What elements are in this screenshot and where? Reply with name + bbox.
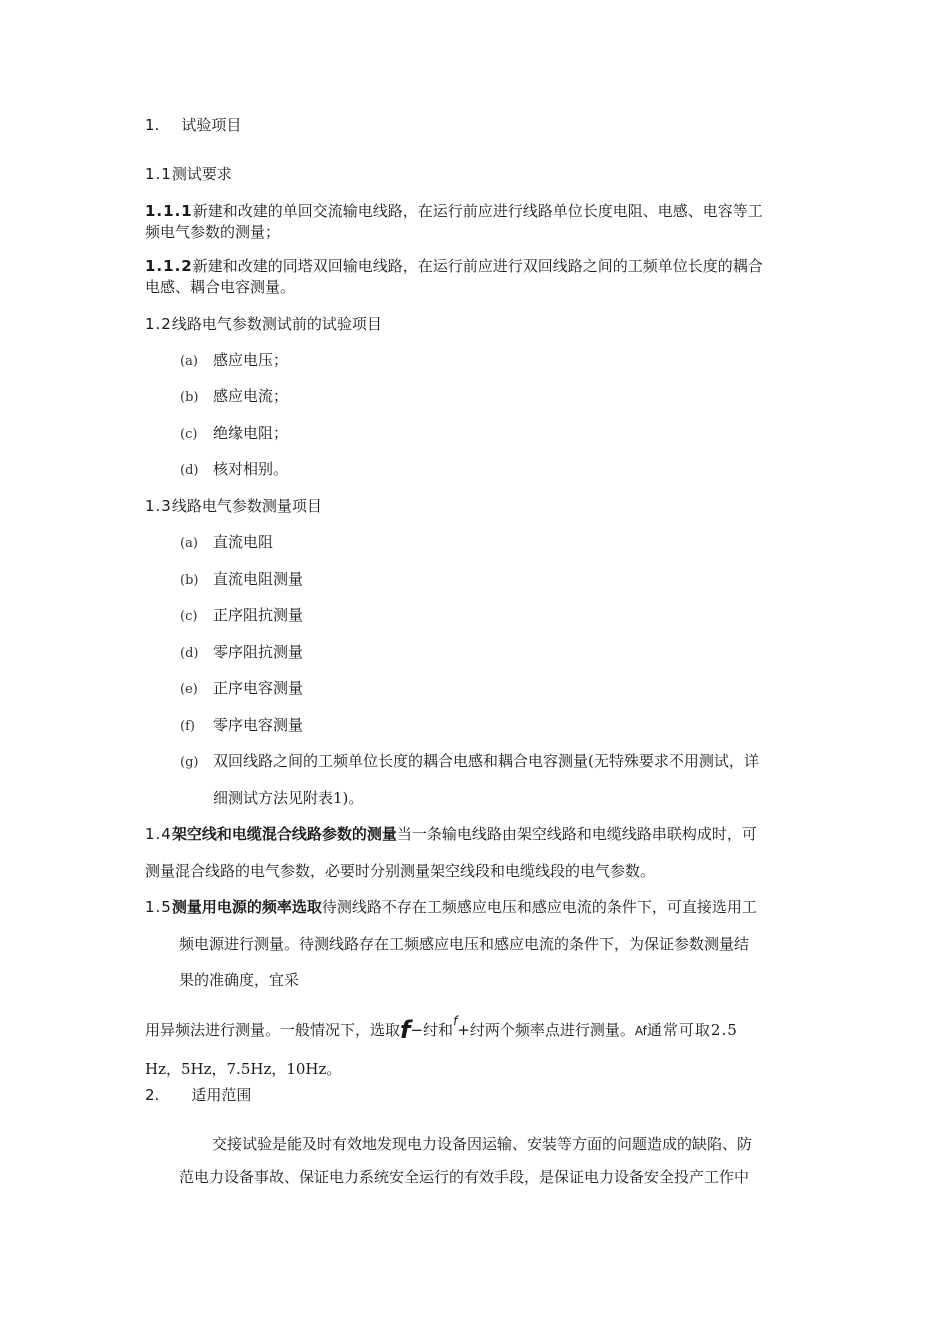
paragraph-text: 新建和改建的单回交流输电线路，在运行前应进行线路单位长度电阻、电感、电容等工 — [192, 202, 763, 220]
section-title: 测量用电源的频率选取 — [171, 898, 322, 916]
section-1-5-line1 — [145, 897, 757, 917]
section-number: 1.5 — [145, 898, 172, 916]
list-marker: (g) — [180, 755, 199, 770]
section-title: 线路电气参数测量项目 — [171, 497, 322, 515]
paragraph-text: 待测线路不存在工频感应电压和感应电流的条件下，可直接选用工 — [321, 898, 757, 916]
paragraph-text: 用异频法进行测量。一般情况下，选取 — [145, 1021, 401, 1039]
list-text: 直流电阻 — [213, 533, 274, 551]
list-item — [180, 386, 288, 408]
paragraph-text: 纣和 — [423, 1021, 454, 1039]
list-text: 直流电阻测量 — [213, 570, 304, 588]
section-1-4-line1 — [145, 824, 757, 844]
list-marker: (d) — [180, 646, 199, 661]
paragraph-1-1-2-line2: 电感、耦合电容测量。 — [145, 278, 296, 296]
section-1-5-line4 — [145, 1014, 738, 1044]
list-marker: (a) — [180, 354, 198, 369]
list-text: 感应电压； — [213, 351, 289, 369]
section-1-3-heading — [145, 496, 322, 516]
section-number: 1.3 — [145, 497, 172, 515]
formula-f: f — [453, 1014, 458, 1028]
list-item — [180, 751, 759, 773]
section-2-heading — [145, 1085, 251, 1105]
list-marker: (d) — [180, 463, 199, 478]
formula-minus: − — [410, 1021, 424, 1039]
list-item-continuation: 细测试方法见附表1)。 — [213, 789, 364, 807]
section-number: 1.4 — [145, 825, 172, 843]
section-2-line2: 范电力设备事故、保证电力系统安全运行的有效手段，是保证电力设备安全投产工作中 — [179, 1168, 750, 1186]
list-text: 感应电流； — [213, 387, 289, 405]
section-title: 架空线和电缆混合线路参数的测量 — [171, 825, 397, 843]
list-item — [180, 715, 303, 737]
paragraph-text: 新建和改建的同塔双回输电线路，在运行前应进行双回线路之间的工频单位长度的耦合 — [192, 257, 763, 275]
paragraph-text: 当一条输电线路由架空线路和电缆线路串联构成时，可 — [396, 825, 757, 843]
list-marker: (f) — [180, 719, 195, 734]
list-text: 双回线路之间的工频单位长度的耦合电感和耦合电容测量(无特殊要求不用测试，详 — [213, 752, 759, 770]
paragraph-text: 纣两个频率点进行测量。 — [469, 1021, 635, 1039]
list-text: 正序电容测量 — [213, 679, 304, 697]
list-item — [180, 569, 303, 591]
section-title: 测试要求 — [171, 165, 232, 183]
paragraph-text: 通常可取2.5 — [646, 1021, 738, 1039]
list-item — [180, 642, 303, 664]
section-number: 1.1 — [145, 165, 172, 183]
paragraph-1-1-2-line1 — [145, 256, 763, 276]
list-item — [180, 423, 288, 445]
list-item — [180, 350, 288, 372]
formula-plus: + — [457, 1021, 470, 1039]
list-text: 正序阻抗测量 — [213, 606, 304, 624]
section-number: 2. — [145, 1086, 160, 1104]
list-marker: (c) — [180, 427, 198, 442]
list-marker: (b) — [180, 573, 199, 588]
list-marker: (a) — [180, 536, 198, 551]
paragraph-1-1-1-line1 — [145, 201, 763, 221]
formula-f: f — [400, 1016, 411, 1044]
list-marker: (b) — [180, 390, 199, 405]
list-item — [180, 678, 303, 700]
list-text: 零序电容测量 — [213, 716, 304, 734]
list-item — [180, 605, 303, 627]
section-1-heading — [145, 115, 241, 135]
list-marker: (c) — [180, 609, 198, 624]
list-item — [180, 459, 288, 481]
section-number: 1.2 — [145, 315, 172, 333]
section-1-5-line5: Hz，5Hz，7.5Hz，10Hz。 — [145, 1060, 342, 1078]
list-item — [180, 532, 273, 554]
section-number: 1. — [145, 116, 160, 134]
list-marker: (e) — [180, 682, 198, 697]
paragraph-1-1-1-line2: 频电气参数的测量； — [145, 223, 281, 241]
section-1-5-line3: 果的准确度，宜采 — [179, 971, 300, 989]
section-1-4-line2: 测量混合线路的电气参数，必要时分别测量架空线段和电缆线段的电气参数。 — [145, 862, 656, 880]
clause-number: 1.1.1 — [145, 202, 193, 220]
section-1-1-heading — [145, 164, 232, 184]
list-text: 核对相别。 — [213, 460, 289, 478]
formula-delta-f: Af — [634, 1024, 647, 1038]
section-1-5-line2: 频电源进行测量。待测线路存在工频感应电压和感应电流的条件下，为保证参数测量结 — [179, 935, 750, 953]
section-2-line1: 交接试验是能及时有效地发现电力设备因运输、安装等方面的问题造成的缺陷、防 — [212, 1135, 753, 1153]
list-text: 绝缘电阻； — [213, 424, 289, 442]
section-title: 试验项目 — [181, 116, 242, 134]
section-1-2-heading — [145, 314, 382, 334]
clause-number: 1.1.2 — [145, 257, 193, 275]
section-title: 线路电气参数测试前的试验项目 — [171, 315, 382, 333]
list-text: 零序阻抗测量 — [213, 643, 304, 661]
section-title: 适用范围 — [191, 1086, 252, 1104]
